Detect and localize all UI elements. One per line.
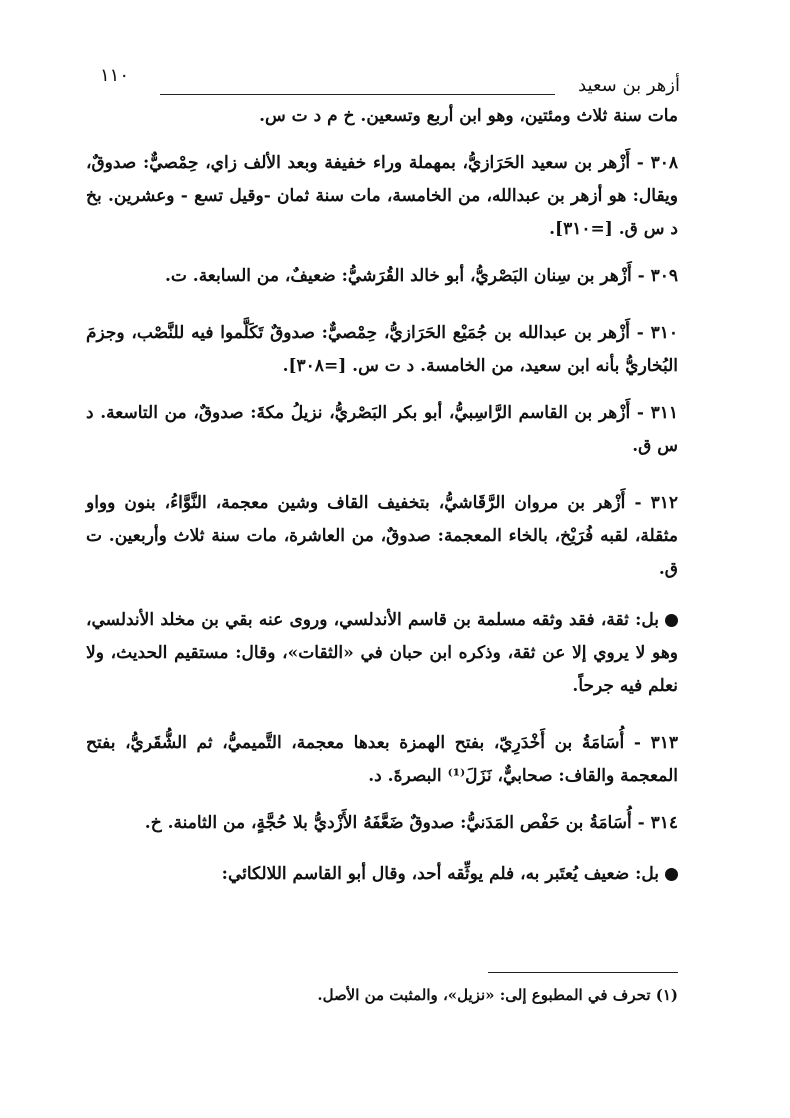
editor-note-314 — [86, 858, 678, 891]
entry-310: ٣١٠ - أَزْهر بن عبدالله بن جُمَيْع الحَرَازيُّ، حِمْصيٌّ: صدوقٌ تَكَلَّموا فيه للنَّصْب، وجزمَ البُخاريُّ بأنه ابن سعيد، من الخامسة. د ت س. [=٣٠٨]. — [86, 323, 678, 376]
footnote: (١) تحرف في المطبوع إلى: «نزيل»، والمثبت من الأصل. — [317, 986, 678, 1004]
bullet-icon — [665, 614, 678, 627]
entry-312: ٣١٢ - أَزْهر بن مروان الرَّقَاشيُّ، بتخفيف القاف وشين معجمة، النَّوَّاءُ، بنون وواو مثقلة، لقبه فُرَيْخ، بالخاء المعجمة: صدوقٌ، من العاشرة، مات سنة ثلاث وأربعين. ت ق. — [86, 493, 678, 579]
entry-309: ٣٠٩ - أَزْهر بن سِنان البَصْريُّ، أبو خالد القُرَشيُّ: ضعيفٌ، من السابعة. ت. — [164, 266, 678, 286]
header-rule — [160, 94, 555, 95]
editor-note-312 — [86, 604, 678, 703]
entry-308: ٣٠٨ - أَزْهر بن سعيد الحَرَازيُّ، بمهملة وراء خفيفة وبعد الألف زاي، حِمْصيٌّ: صدوقٌ، ويقال: هو أزهر بن عبدالله، من الخامسة، مات سنة ثمان -وقيل تسع - وعشرين. بخ د س ق. [=٣١٠]. — [86, 153, 678, 239]
entry-continuation: مات سنة ثلاث ومئتين، وهو ابن أربع وتسعين. خ م د ت س. — [259, 106, 678, 126]
entry-311: ٣١١ - أَزْهر بن القاسم الرَّاسِبيُّ، أبو بكر البَصْريُّ، نزيلُ مكةَ: صدوقٌ، من التاسعة. د س ق. — [86, 403, 678, 456]
entry-313: ٣١٣ - أُسَامَةُ بن أَخْدَرِيّ، بفتح الهمزة بعدها معجمة، التَّميميُّ، ثم الشُّقَريُّ، بفتح المعجمة والقاف: صحابيٌّ، نَزَلَ⁽¹⁾ البصرةَ. د. — [86, 733, 678, 786]
main-text — [86, 100, 678, 891]
running-title: أزهر بن سعيد — [578, 75, 680, 96]
entry-314: ٣١٤ - أُسَامَةُ بن حَفْص المَدَنيُّ: صدوقٌ ضَعَّفَهُ الأَزْديُّ بلا حُجَّةٍ، من الثامنة. خ. — [144, 813, 678, 833]
running-header — [100, 66, 680, 96]
bullet-icon — [665, 868, 678, 881]
editor-note-text: بل: ثقة، فقد وثقه مسلمة بن قاسم الأندلسي، وروى عنه بقي بن مخلد الأندلسي، وهو لا يروي إلا عن ثقة، وذكره ابن حبان في «الثقات»، وقال: مستقيم الحديث، ولا نعلم فيه جرحاً. — [86, 610, 678, 696]
editor-note-text: بل: ضعيف يُعتَبر به، فلم يوثِّقه أحد، وقال أبو القاسم اللالكائي: — [221, 864, 659, 884]
footnote-rule — [488, 972, 678, 973]
page-number: ١١٠ — [100, 65, 130, 86]
